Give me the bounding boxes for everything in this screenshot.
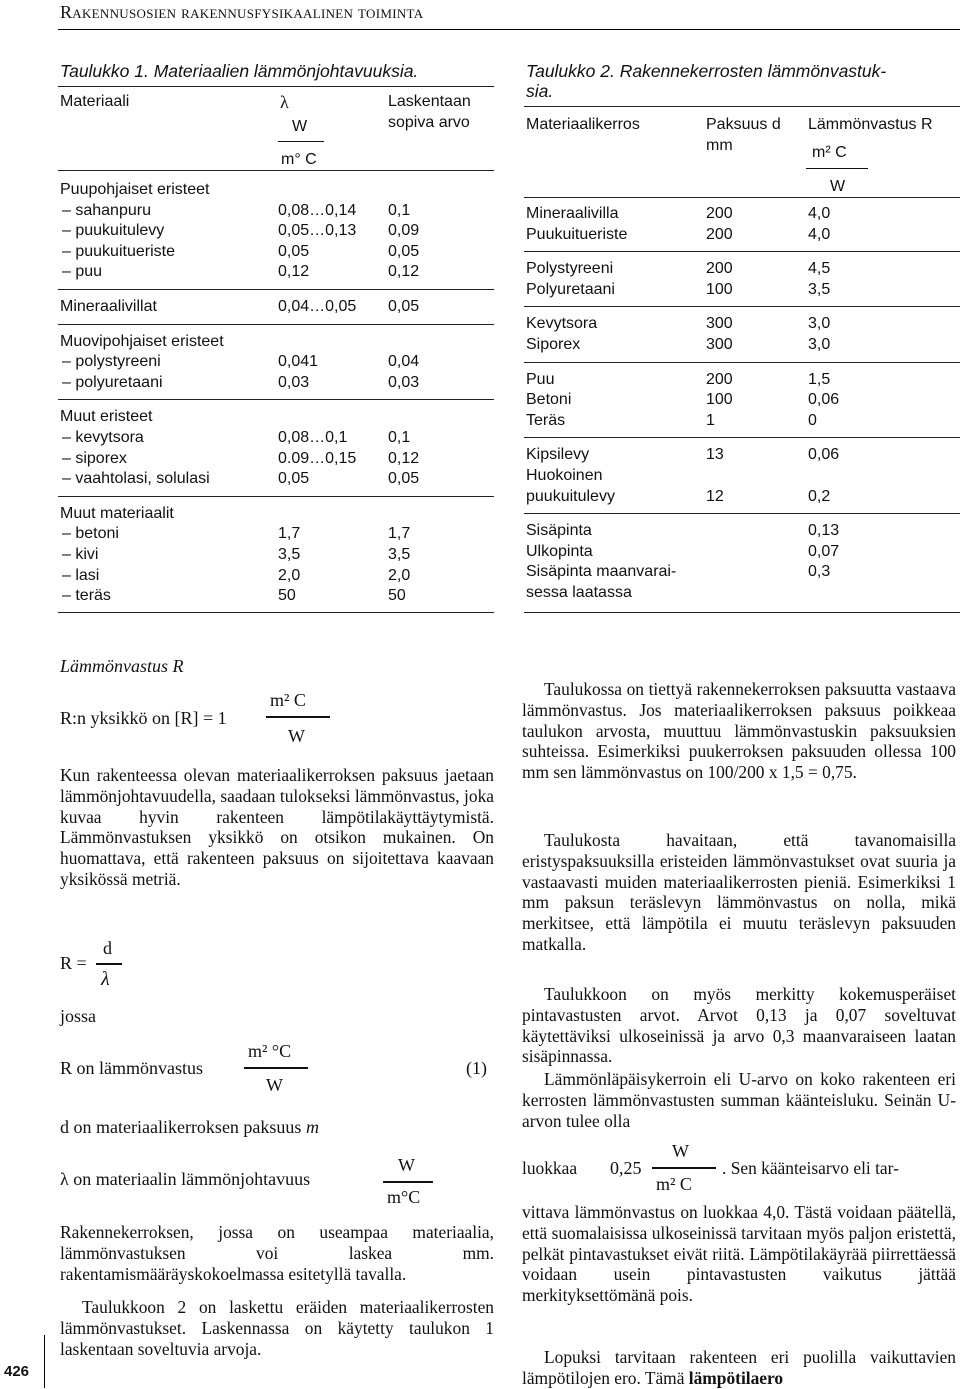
table-2-cell-r: 0,07 [808, 542, 840, 560]
table-2-cell-name: Kevytsora [526, 315, 598, 333]
table-1-cell-lambda: 0,04…0,05 [278, 298, 357, 315]
paragraph-right-1: Taulukossa on tiettyä rakennekerroksen paksuutta vastaava lämmönvastus. Jos materiaalikerroksen paksuus poikkeaa taulukon arvosta, muuttuu lämmönvastuskin paksuuksien suhteissa. Esimerkiksi puukerroksen paksuuden ollessa 100 mm sen lämmönvastus on 100/200 x 1,5 = 0,75. [522, 679, 956, 783]
table-1-cell-calc: 2,0 [388, 566, 411, 584]
table-2-top-rule [524, 106, 960, 107]
table-2-cell-r: 0,06 [808, 391, 840, 409]
table-1-cell-name: Mineraalivillat [60, 298, 157, 315]
table-2-group-rule [524, 362, 960, 363]
table-2-caption-line-2: sia. [526, 81, 554, 101]
table-2-res-fraction-bar [806, 168, 868, 169]
paragraph-left-2: Rakennekerroksen, jossa on useampaa materiaalia, lämmönvastuksen voi laskea mm. rakentamismääräyskokoelmassa esitetyllä tavalla. [60, 1222, 494, 1284]
table-1-caption: Taulukko 1. Materiaalien lämmönjohtavuuksia. [60, 61, 419, 81]
table-2-cell-d: 200 [706, 260, 733, 278]
def-r-bar [244, 1067, 308, 1069]
u-unit-num: W [672, 1141, 689, 1161]
table-1-cell-name: – kevytsora [62, 429, 144, 446]
paragraph-left-1: Kun rakenteessa olevan materiaalikerroksen paksuus jaetaan lämmönjohtavuudella, saadaan tulokseksi lämmönvastus, joka kuvaa hyvin rakenteen lämpötilakäyttäytymistä. Lämmönvastuksen yksikkö on otsikon mukainen. On huomattava, että rakenteen paksuus on sijoitettava kaavaan yksikössä metriä. [60, 765, 494, 889]
table-2-cell-d: 12 [706, 487, 724, 505]
paragraph-right-6 [522, 1347, 956, 1389]
table-2-cell-d: 200 [706, 205, 733, 222]
table-1-cell-name: – puu [62, 263, 103, 281]
table-2-cell-name: sessa laatassa [526, 584, 632, 601]
table-2-cell-name: Teräs [526, 411, 566, 429]
table-2-cell-r: 4,5 [808, 260, 831, 278]
table-2-cell-name: Ulkopinta [526, 542, 593, 560]
table-2-cell-name: Puukuitueriste [526, 225, 628, 243]
table-1-cell-calc: 0,03 [388, 373, 420, 391]
table-2-cell-r: 3,0 [808, 336, 831, 353]
page-number-box [0, 1335, 45, 1388]
table-1-col-material: Materiaali [60, 93, 130, 110]
def-d-text [60, 1117, 319, 1138]
table-2-cell-d: 13 [706, 446, 724, 464]
table-1-group-rule [58, 399, 494, 400]
table-2-group-rule [524, 251, 960, 252]
table-2-cell-r: 1,5 [808, 370, 831, 388]
formula-den: λ [101, 968, 110, 990]
table-1-cell-lambda: 50 [278, 587, 296, 605]
table-1-cell-name: – sahanpuru [62, 201, 151, 219]
table-1-cell-lambda: 0,08…0,1 [278, 429, 348, 446]
table-1-cell-name: – lasi [62, 566, 100, 584]
table-2-cell-name: Polyuretaani [526, 280, 615, 298]
header-title: Rakennusosien rakennusfysikaalinen toiminta [60, 2, 424, 22]
table-1-header-rule [58, 170, 494, 171]
table-2-cell-name: Mineraalivilla [526, 205, 619, 222]
after-fraction-text: . Sen käänteisarvo eli tar- [722, 1158, 899, 1178]
table-2-cell-d: 1 [706, 411, 715, 429]
table-2-cell-d: 100 [706, 280, 733, 298]
table-2-col-thickness-2: mm [706, 137, 733, 154]
table-1-cell-lambda: 0,05 [278, 242, 310, 260]
table-1-col-calc-2: sopiva arvo [388, 114, 470, 131]
luokkaa-text: luokkaa [522, 1158, 578, 1178]
table-1-cell-calc: 0,12 [388, 263, 420, 281]
table-1-top-rule [58, 86, 494, 87]
table-2-cell-name: Betoni [526, 391, 572, 409]
table-2-bottom-rule [524, 612, 960, 613]
unit-definition-num: m² C [270, 690, 306, 710]
table-1-cell-lambda: 0,041 [278, 353, 319, 371]
equation-number: (1) [466, 1058, 487, 1078]
table-2-cell-name: Sisäpinta maanvarai- [526, 563, 677, 581]
table-1-col-calc-1: Laskentaan [388, 93, 471, 110]
table-1-cell-calc: 1,7 [388, 525, 411, 543]
table-2-caption-line-1: Taulukko 2. Rakennekerrosten lämmönvastuk- [526, 61, 887, 81]
table-1-cell-name: – vaahtolasi, solulasi [62, 470, 210, 488]
formula-lhs: R = [60, 953, 87, 973]
def-lambda-num: W [398, 1155, 415, 1175]
table-2-cell-name: Polystyreeni [526, 260, 614, 278]
table-1-cell-calc: 3,5 [388, 546, 411, 563]
table-2-cell-d: 300 [706, 315, 733, 333]
table-2-cell-r: 3,5 [808, 280, 831, 298]
table-1-cell-lambda: 0,05 [278, 470, 310, 488]
table-1-group-rule [58, 324, 494, 325]
table-1-cell-calc: 0,04 [388, 353, 420, 371]
paragraph-right-2: Taulukosta havaitaan, että tavanomaisilla eristyspaksuuksilla eristeiden lämmönvastukset ovat suuria ja vastaavasti muiden materiaalikerrosten pieniä. Esimerkiksi 1 mm paksun teräslevyn lämmönvastus on nolla, mikä merkitsee, että lämpötila ei muutu teräslevyn paksuuden matkalla. [522, 830, 956, 954]
u-unit-bar [652, 1167, 716, 1169]
table-2-header-rule [524, 197, 960, 198]
table-2-cell-d: 100 [706, 391, 733, 409]
table-1-group-rule [58, 496, 494, 497]
table-1-cell-name: – puukuitulevy [62, 222, 165, 240]
def-lambda-text: λ on materiaalin lämmönjohtavuus [60, 1169, 311, 1189]
table-2-col-thickness-1: Paksuus d [706, 116, 781, 133]
table-1-cell-name: – polyuretaani [62, 373, 163, 391]
table-2-col-res-num: m² C [812, 144, 847, 161]
unit-definition-den: W [288, 726, 305, 746]
table-1-cell-lambda: 0,03 [278, 373, 310, 391]
table-1-group-rule [58, 289, 494, 290]
table-1-col-unit-num: W [292, 118, 308, 135]
table-1-cell-calc: 50 [388, 587, 406, 605]
paragraph-right-3: Taulukkoon on myös merkitty kokemusperäiset pintavastusten arvot. Arvot 0,13 ja 0,07 soveltuvat käytettäviksi ulkoseinissä ja arvo 0,3 maanvaraiseen laatan sisäpinnassa. [522, 984, 956, 1067]
unit-definition-lhs: R:n yksikkö on [R] = 1 [60, 708, 227, 728]
table-1-cell-lambda: 0,08…0,14 [278, 201, 357, 219]
table-2-col-res-den: W [830, 178, 846, 195]
unit-definition-bar [266, 716, 330, 718]
def-r-den: W [266, 1075, 283, 1095]
table-2-group-rule [524, 437, 960, 438]
table-1-cell-calc: 0,05 [388, 470, 420, 488]
formula-bar [96, 963, 122, 965]
table-1-cell-lambda: 0,05…0,13 [278, 222, 357, 240]
table-1-cell-name: – polystyreeni [62, 353, 161, 371]
table-1-cell-lambda: 2,0 [278, 566, 301, 584]
table-1-cell-name: – siporex [62, 449, 127, 467]
table-2-cell-d: 200 [706, 370, 733, 388]
table-2-col-resistance: Lämmönvastus R [808, 116, 933, 133]
page-number: 426 [4, 1363, 30, 1380]
table-1-cell-calc: 0,1 [388, 429, 411, 446]
table-1-cell-calc: 0,09 [388, 222, 420, 240]
u-value: 0,25 [610, 1158, 642, 1178]
jossa-text: jossa [60, 1006, 96, 1026]
def-lambda-bar [383, 1181, 433, 1183]
table-1-cell-name: – teräs [62, 587, 111, 605]
def-lambda-den: m°C [387, 1187, 421, 1207]
table-1-group-title: Puupohjaiset eristeet [60, 181, 210, 198]
table-2-cell-name: Sisäpinta [526, 522, 592, 540]
table-1-unit-fraction-bar [278, 141, 324, 142]
table-2-col-layer: Materiaalikerros [526, 116, 640, 133]
table-1-cell-lambda: 1,7 [278, 525, 301, 543]
table-2-cell-r: 4,0 [808, 225, 831, 243]
table-1-cell-lambda: 0.09…0,15 [278, 449, 357, 467]
table-1-cell-lambda: 3,5 [278, 546, 301, 563]
table-1-col-unit-den: m° C [281, 151, 317, 168]
table-2-cell-name: Puu [526, 370, 555, 388]
table-2-cell-d: 300 [706, 336, 733, 353]
table-2-cell-r: 0,3 [808, 563, 831, 581]
def-r-text: R on lämmönvastus [60, 1058, 203, 1078]
paragraph-right-4: Lämmönläpäisykerroin eli U-arvo on koko rakenteen eri kerrosten lämmönvastusten summan käänteisluku. Seinän U-arvon tulee olla [522, 1069, 956, 1131]
table-2-cell-r: 0 [808, 411, 817, 429]
table-2-group-rule [524, 513, 960, 514]
table-1-cell-lambda: 0,12 [278, 263, 310, 281]
u-unit-den: m² C [656, 1174, 692, 1194]
paragraph-right-6-text: Lopuksi tarvitaan rakenteen eri puolilla vaikuttavien lämpötilojen ero. Tämä [522, 1347, 956, 1388]
table-2-cell-r: 4,0 [808, 205, 831, 222]
table-1-cell-calc: 0,05 [388, 298, 420, 315]
formula-num: d [103, 938, 112, 958]
table-1-cell-calc: 0,12 [388, 449, 420, 467]
table-2-cell-name: Kipsilevy [526, 446, 590, 464]
def-d-unit: m [305, 1117, 319, 1137]
table-1-cell-name: – kivi [62, 546, 99, 563]
table-1-bottom-rule [58, 612, 494, 613]
table-1-cell-name: – puukuitueriste [62, 242, 175, 260]
table-1-group-title: Muovipohjaiset eristeet [60, 332, 224, 350]
table-2-cell-r: 0,13 [808, 522, 840, 540]
table-2-cell-r: 3,0 [808, 315, 831, 333]
paragraph-right-6-bold: lämpötilaero [688, 1367, 784, 1388]
header-rule [58, 29, 960, 30]
running-header [60, 2, 423, 23]
def-d-label: d on materiaalikerroksen paksuus [60, 1117, 306, 1137]
def-r-num: m² °C [248, 1041, 292, 1061]
table-1-cell-name: – betoni [62, 525, 119, 543]
table-2-cell-name: puukuitulevy [526, 487, 615, 505]
section-heading: Lämmönvastus R [60, 656, 184, 676]
table-2-group-rule [524, 306, 960, 307]
table-1-cell-calc: 0,1 [388, 201, 411, 219]
table-1-group-title: Muut eristeet [60, 408, 153, 426]
paragraph-left-3: Taulukkoon 2 on laskettu eräiden materiaalikerrosten lämmönvastukset. Laskennassa on käytetty taulukon 1 laskentaan soveltuvia arvoja. [60, 1297, 494, 1359]
table-1-cell-calc: 0,05 [388, 242, 420, 260]
table-2-cell-name: Huokoinen [526, 467, 603, 484]
table-2-cell-r: 0,2 [808, 487, 831, 505]
table-2-cell-d: 200 [706, 225, 733, 243]
table-2-cell-r: 0,06 [808, 446, 840, 464]
table-2-cell-name: Siporex [526, 336, 581, 353]
paragraph-right-5: vittava lämmönvastus on luokkaa 4,0. Tästä voidaan päätellä, että suomalaisissa ulkoseinissä tarvitaan myös paljon eristettä, pelkät pintavastukset eivät riitä. Lämpötilakäyrää piirrettäessä voidaan usein pintavastusten vaikutus jättää merkityksettömänä pois. [522, 1202, 956, 1306]
table-1-group-title: Muut materiaalit [60, 504, 174, 522]
table-1-col-lambda: λ [280, 92, 289, 112]
